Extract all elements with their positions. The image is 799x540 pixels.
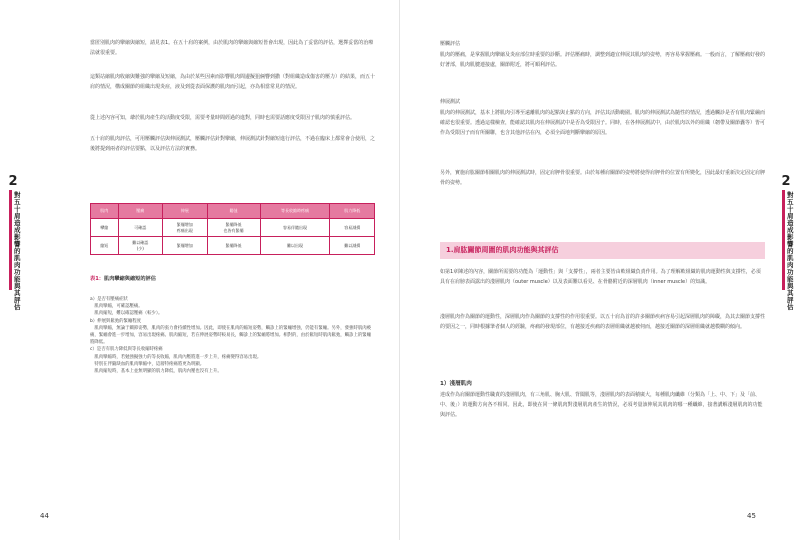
table-cell: 可確認 <box>118 219 163 237</box>
table-cell: 難以出現 <box>260 237 330 255</box>
paragraph: 另外，實施肩肱關節相關肌肉的伸展測試時，固定肩胛骨很重要。由於每種肩關節的姿勢將使得肩胛骨的位置有所變化，因此最好重新決定固定肩胛骨的姿勢。 <box>440 170 766 186</box>
note-line: 特別在伴隨缺血的肌肉攣縮中，這層特疼痛將更為明顯。 <box>90 361 205 367</box>
table-cell: 容易減損 <box>330 219 375 237</box>
chapter-color-bar <box>9 190 12 290</box>
chapter-title-vertical: 對五十肩造成影響的肌肉功能與其評估 <box>787 191 794 311</box>
table-cell: 緊繃降低 <box>207 237 260 255</box>
note-line: a）是否有壓痛症狀 <box>90 297 128 302</box>
note-line: 肌肉攣縮，可確認壓痛。 <box>90 304 143 310</box>
paragraph: 如第1章陳述的內容，關節所需要的功能為「運動性」與「支撐性」，兩者主要皆由軟組織負責作用。為了理解軟組織的肌肉運動性與支撐性，必須具有在肩膀表面露出的淺層肌肉（outer muscle）以及表面難以看見、在骨骼附近的深層肌肉（inner muscle）的知識。 <box>440 269 761 285</box>
table-cell: 容易伴隨出現 <box>260 219 330 237</box>
heading-stretch-test: 伸展測試 <box>440 99 461 105</box>
table-row <box>91 219 375 237</box>
paragraph: 當匿別肌肉的攣縮與縮短，請見表1。在五十肩的案例，由於肌肉的攣縮與縮短皆會出現，因此為了妥當的評估，選擇妥當的治療法就很重要。 <box>90 40 374 56</box>
paragraph: 這類站縮肌肉收縮與難強的攣縮及短縮，為由於某些因素而影響肌肉間邊擬狙倆響到撒（對組織造成傷害的壓力）的結果，而五十肩的情況，構成關節的組織出現炎症，液及到從表面保護的肌肉而引起，亦為相當常見的情況。 <box>90 74 376 90</box>
paragraph: 肌肉的伸展測試，基本上將肌肉引導至遠離肌肉的起點與止點的方向，評估其活動範圍。肌肉的伸展測試為隨性的情況，透過觸診是否有肌肉緊繃而確認也很重要。透過這樣檢查，能確認其肌肉在伸展測試中是否為受限因子。同時，在各伸展測試中，由於肌肉以外的組織（韌帶及關節囊等）皆可作為受限因子而有所關聯，也含其他評估在內，必須全面地判斷攣縮的原因。 <box>440 110 766 136</box>
table-cell: 難以減損 <box>330 237 375 255</box>
note-line: b）伸展與鬆弛的緊繃程度 <box>90 318 142 324</box>
chapter-color-bar <box>782 190 785 290</box>
note-line: 肌肉縮短，難以確認壓痛（較少）。 <box>90 311 163 317</box>
table-cell: 難以確認 (少) <box>118 237 163 255</box>
note-line: 肌肉攣縮時，若勉強擬強力的等長收縮，肌肉內壓將進一步上升，疼痛變得容易出現。 <box>90 354 262 360</box>
table-cell: 緊繃增加 疼痛出現 <box>163 219 208 237</box>
paragraph: 從上述內容可知，爺於肌肉產生的活動度受限，需要考量時間經過的進對，同時也需要話應度受限因子肌肉的慎重評估。 <box>90 115 356 121</box>
table-cell: 縮短 <box>91 237 119 255</box>
table-row <box>91 237 375 255</box>
chapter-title-vertical: 對五十肩造成影響的肌肉功能與其評估 <box>14 191 21 311</box>
paragraph: 達成作為肩關節運動性職責的淺層肌肉，有三角肌、胸大肌、背闊肌等，淺層肌肉的表面積廣大，每種肌肉纖維（分類為「上、中、下」及「前、中、後」）的運動方向各不相同。因此，即使在同一條肌肉對淺層肌肉產生的情況，必須考量該伸展其肌肉的哪一種纖維，接著講解淺層肌肉的功能與評估。 <box>440 392 763 418</box>
table-header-cell: 肌肉 <box>91 204 119 219</box>
table-cell: 緊繃增加 <box>163 237 208 255</box>
caption-label: 表1： <box>90 276 104 282</box>
table-header-cell: 肌力降低 <box>330 204 375 219</box>
notes-list <box>90 296 375 375</box>
table-cell: 攣縮 <box>91 219 119 237</box>
paragraph: 肌肉的壓痛，是掌握肌肉攣縮及炎症部位時重要的診斷。評估壓痛時，調整到適宜伸展其肌肉的姿勢，再容易掌握壓痛。一般而言，了解壓痛好發的好著部，肌肉肌腱連接處，關節附近，將可順利評估。 <box>440 52 766 68</box>
page-number: 45 <box>747 512 756 520</box>
note-line: 肌肉攣縮，無論于關節姿勢，肌肉的張力會持續性增加。因此，即使在肌肉的縮短姿勢，觸診上的緊繃增強，仍能有緊繃。另外，發強時肌肉痠痛，緊繃會進一步增加，容易出現疼痛。肌肉縮短，若在伸展姿勢時較易長，觸診上的緊繃將增加。相對的，由於鬆短時肌肉鬆弛，觸診上的緊繃將降低。 <box>90 325 372 346</box>
paragraph: 五十肩的肌肉評估，可用壓觸評估與伸展測試，壓觸評估針對攣縮，伸展測試針對縮短進行評估，不過在臨床上都常會合使用，之後將提到兩者的評估要點，以及評估方法的實務。 <box>90 136 376 152</box>
table-header-cell: 等長收縮時疼痛 <box>260 204 330 219</box>
chapter-number: 2 <box>8 174 18 189</box>
table-header-cell: 伸展 <box>163 204 208 219</box>
table-header-row <box>91 204 375 219</box>
left-page <box>0 0 399 540</box>
page-number: 44 <box>40 512 49 520</box>
caption-title: 肌肉攣縮與縮短的評估 <box>104 276 156 282</box>
sub-heading: 1）淺層肌肉 <box>440 381 472 387</box>
right-page <box>400 0 799 540</box>
section-title: 1.肩肱關節周圍的肌肉功能與其評估 <box>446 246 559 254</box>
chapter-number: 2 <box>781 174 791 189</box>
heading-pressure-eval: 壓觸評估 <box>440 41 461 47</box>
table-header-cell: 鬆弛 <box>207 204 260 219</box>
table-cell: 緊繃降低 也皆有緊繃 <box>207 219 260 237</box>
muscle-evaluation-table <box>90 203 375 255</box>
table-header-cell: 壓痛 <box>118 204 163 219</box>
note-line: c）是否有肌力降低與等長收縮時疼痛 <box>90 347 163 353</box>
table-caption <box>90 275 156 282</box>
section-title-bar <box>440 242 765 259</box>
note-line: 肌肉縮短時，基本上並無明顯的肌力降低，肌肉內壓也沒有上升。 <box>90 369 222 375</box>
paragraph: 淺層肌肉作為關節的運動性，深層肌肉作為關節的支撐性的作用很重要。以五十肩為首的許多關節疾病容易引起深層肌肉的障礙，為其去關節支撐性的要因之一，同時根據筆者個人的經驗，疼痛的發現部位，有越接近疾痛的表層組織就越被伺而，越接近關節的深層組織就越模糊的傾向。 <box>440 314 766 330</box>
